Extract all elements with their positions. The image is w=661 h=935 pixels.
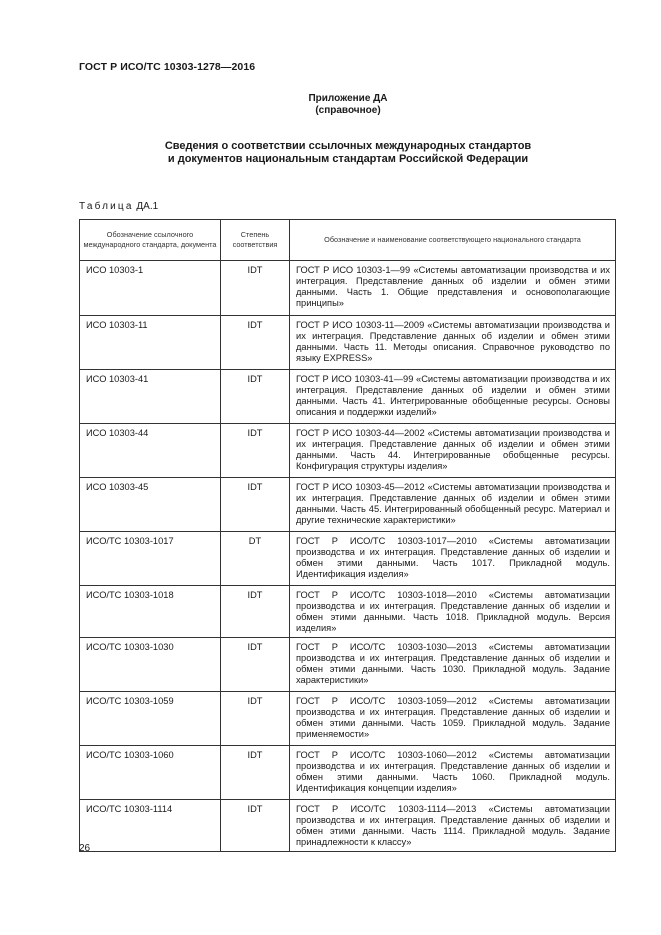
correspondence-table xyxy=(79,219,616,852)
cell-reference-standard: ИСО 10303-45 xyxy=(80,478,221,532)
cell-national-standard: ГОСТ Р ИСО/ТС 10303-1059—2012 «Системы автоматизации производства и их интеграция. Представление данных об изделии и обмен этими данными. Часть 1059. Прикладной модуль. Задание применяемости» xyxy=(290,692,616,746)
cell-degree: IDT xyxy=(221,692,290,746)
appendix-title: Приложение ДА xyxy=(308,93,388,104)
cell-degree: IDT xyxy=(221,424,290,478)
cell-reference-standard: ИСО/ТС 10303-1030 xyxy=(80,638,221,692)
cell-degree: IDT xyxy=(221,370,290,424)
cell-degree: IDT xyxy=(221,638,290,692)
cell-reference-standard: ИСО/ТС 10303-1059 xyxy=(80,692,221,746)
table-header-row xyxy=(80,220,616,261)
table-row xyxy=(80,478,616,532)
table-row xyxy=(80,532,616,586)
cell-reference-standard: ИСО 10303-1 xyxy=(80,261,221,316)
table-row xyxy=(80,692,616,746)
cell-national-standard: ГОСТ Р ИСО/ТС 10303-1018—2010 «Системы автоматизации производства и их интеграция. Представление данных об изделии и обмен этими данными. Часть 1018. Прикладной модуль. Версия изделия» xyxy=(290,586,616,638)
table-row xyxy=(80,261,616,316)
cell-reference-standard: ИСО/ТС 10303-1060 xyxy=(80,746,221,800)
cell-national-standard: ГОСТ Р ИСО 10303-41—99 «Системы автоматизации производства и их интеграция. Представление данных об изделии и обмен этими данными. Часть 41. Интегрированные обобщенные ресурсы. Основы описания и поддержки изделий» xyxy=(290,370,616,424)
table-body xyxy=(80,261,616,852)
cell-reference-standard: ИСО 10303-41 xyxy=(80,370,221,424)
column-header-degree: Степень соответствия xyxy=(221,220,290,261)
cell-national-standard: ГОСТ Р ИСО 10303-1—99 «Системы автоматизации производства и их интеграция. Представление данных об изделии и обмен этими данными. Часть 1. Общие представления и основополагающие принципы» xyxy=(290,261,616,316)
cell-degree: IDT xyxy=(221,316,290,370)
table-row xyxy=(80,370,616,424)
cell-reference-standard: ИСО/ТС 10303-1017 xyxy=(80,532,221,586)
section-heading-line-1: Сведения о соответствии ссылочных международных стандартов xyxy=(164,140,532,152)
table-row xyxy=(80,746,616,800)
column-header-reference: Обозначение ссылочного международного стандарта, документа xyxy=(80,220,221,261)
table-row xyxy=(80,800,616,852)
cell-national-standard: ГОСТ Р ИСО 10303-11—2009 «Системы автоматизации производства и их интеграция. Представление данных об изделии и обмен этими данными. Часть 11. Методы описания. Справочное руководство по языку EXPRESS» xyxy=(290,316,616,370)
table-row xyxy=(80,424,616,478)
table-row xyxy=(80,316,616,370)
table-caption xyxy=(79,201,158,212)
appendix-block xyxy=(0,93,661,117)
cell-degree: IDT xyxy=(221,478,290,532)
table-row xyxy=(80,638,616,692)
cell-reference-standard: ИСО 10303-11 xyxy=(80,316,221,370)
table-caption-prefix: Таблица xyxy=(79,201,134,212)
cell-reference-standard: ИСО 10303-44 xyxy=(80,424,221,478)
table-caption-number: ДА.1 xyxy=(136,201,159,212)
cell-national-standard: ГОСТ Р ИСО/ТС 10303-1114—2013 «Системы автоматизации производства и их интеграция. Представление данных об изделии и обмен этими данными. Часть 1114. Прикладной модуль. Задание принадлежности к классу» xyxy=(290,800,616,852)
document-header: ГОСТ Р ИСО/ТС 10303-1278—2016 xyxy=(79,61,256,73)
table-row xyxy=(80,586,616,638)
cell-national-standard: ГОСТ Р ИСО/ТС 10303-1060—2012 «Системы автоматизации производства и их интеграция. Представление данных об изделии и обмен этими данными. Часть 1060. Прикладной модуль. Идентификация концепции изделия» xyxy=(290,746,616,800)
cell-degree: IDT xyxy=(221,586,290,638)
cell-reference-standard: ИСО/ТС 10303-1114 xyxy=(80,800,221,852)
appendix-note: (справочное) xyxy=(315,105,381,116)
cell-degree: DT xyxy=(221,532,290,586)
cell-degree: IDT xyxy=(221,746,290,800)
cell-degree: IDT xyxy=(221,261,290,316)
cell-national-standard: ГОСТ Р ИСО 10303-44—2002 «Системы автоматизации производства и их интеграция. Представление данных об изделии и обмен этими данными. Часть 44. Интегрированные обобщенные ресурсы. Конфигурация структуры изделия» xyxy=(290,424,616,478)
section-heading xyxy=(0,140,661,166)
cell-national-standard: ГОСТ Р ИСО/ТС 10303-1030—2013 «Системы автоматизации производства и их интеграция. Представление данных об изделии и обмен этими данными. Часть 1030. Прикладной модуль. Задание характеристики» xyxy=(290,638,616,692)
cell-national-standard: ГОСТ Р ИСО/ТС 10303-1017—2010 «Системы автоматизации производства и их интеграция. Представление данных об изделии и обмен этими данными. Часть 1017. Прикладной модуль. Идентификация изделия» xyxy=(290,532,616,586)
cell-reference-standard: ИСО/ТС 10303-1018 xyxy=(80,586,221,638)
column-header-national: Обозначение и наименование соответствующего национального стандарта xyxy=(290,220,616,261)
section-heading-line-2: и документов национальным стандартам Российской Федерации xyxy=(167,153,529,165)
cell-national-standard: ГОСТ Р ИСО 10303-45—2012 «Системы автоматизации производства и их интеграция. Представление данных об изделии и обмен этими данными. Часть 45. Интегрированный обобщенный ресурс. Материал и другие технические характеристики» xyxy=(290,478,616,532)
cell-degree: IDT xyxy=(221,800,290,852)
page-number: 26 xyxy=(79,843,91,854)
